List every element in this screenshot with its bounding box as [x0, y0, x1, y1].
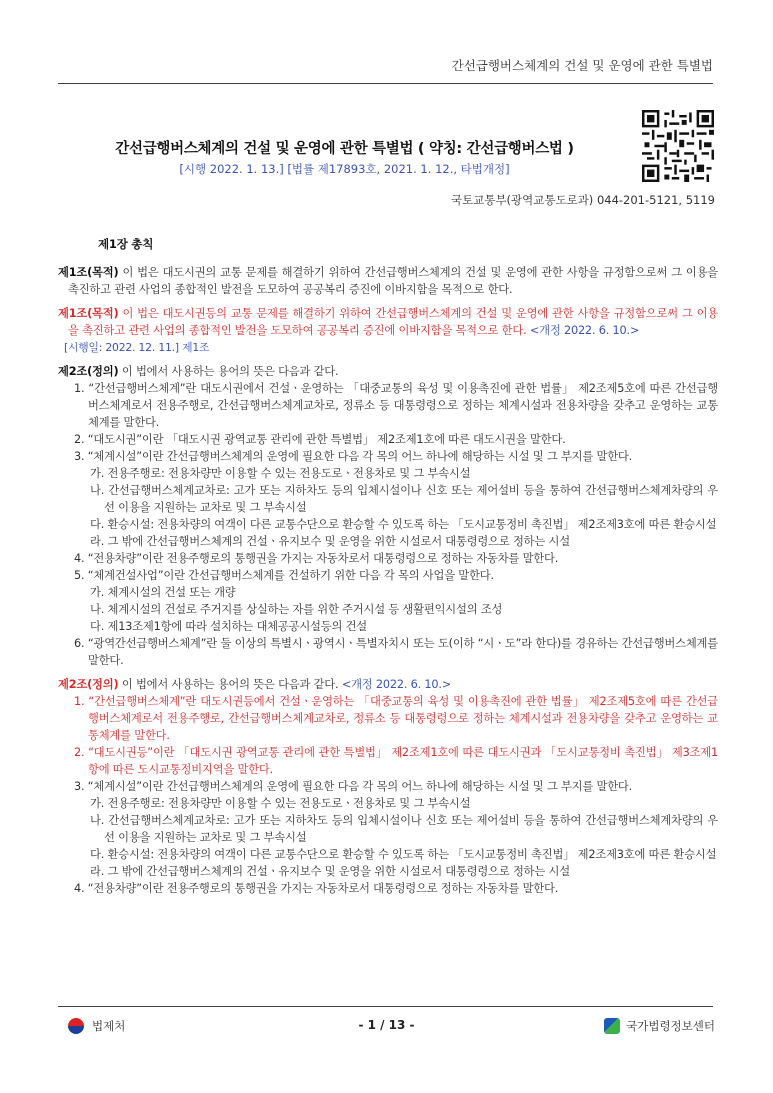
effective-date-note: [시행일: 2022. 12. 11.] 제1조 [64, 341, 210, 354]
article-2-amended-item: 3. “체계시설”이란 간선급행버스체계의 운영에 필요한 다음 각 목의 어느 하나에 해당하는 시설 및 그 부지를 말한다. [74, 780, 633, 793]
article-2-item: 1. “간선급행버스체계”란 대도시권에서 건설ㆍ운영하는 「대중교통의 육성 및 이용촉진에 관한 법률」 제2조제5호에 따른 간선급행버스체계로서 전용주행로, 간선급행버스체계교차로, 정류소 등 대통령령으로 정하는 체계시설과 전용차량을 갖추고 운영하는 교통체계를 말한다. [74, 382, 718, 429]
article-2-body [58, 363, 718, 380]
article-1-amended-body [58, 305, 718, 339]
article-2-subitem: 다. 제13조제1항에 따라 설치하는 대체공공시설등의 건설 [90, 620, 367, 633]
article-2-amended-body [58, 676, 718, 693]
article-1-amended [58, 305, 718, 356]
article-2-amended-heading: 제2조(정의) [58, 678, 119, 691]
article-2-subitem: 나. 체계시설의 건설로 주거지를 상실하는 자를 위한 주거시설 등 생활편익시설의 조성 [90, 603, 503, 616]
amendment-note: <개정 2022. 6. 10.> [338, 678, 452, 691]
law-content [58, 236, 718, 904]
article-1-text: 이 법은 대도시권의 교통 문제를 해결하기 위하여 간선급행버스체계의 건설 및 운영에 관한 사항을 규정함으로써 그 이용을 촉진하고 관련 사업의 종합적인 발전을 도모하여 공공복리 증진에 이바지함을 목적으로 한다. [68, 266, 718, 296]
article-1-heading: 제1조(목적) [58, 266, 119, 279]
article-2-amended-text: 이 법에서 사용하는 용어의 뜻은 다음과 같다. [118, 678, 339, 691]
running-header-text: 간선급행버스체계의 건설 및 운영에 관한 특별법 [451, 58, 713, 73]
article-2-amended-subitem: 나. 간선급행버스체계교차로: 고가 또는 지하차도 등의 입체시설이나 신호 또는 제어설비 등을 통하여 간선급행버스체계차량의 우선 이용을 지원하는 교차로 및 그 부속시설 [90, 814, 718, 844]
title-block [62, 137, 627, 177]
article-2-amended-subitem: 다. 환승시설: 전용차량의 여객이 다른 교통수단으로 환승할 수 있도록 하는 「도시교통정비 촉진법」 제2조제3호에 따른 환승시설 [90, 848, 717, 861]
amendment-note: <개정 2022. 6. 10.> [526, 324, 640, 337]
article-2-text: 이 법에서 사용하는 용어의 뜻은 다음과 같다. [118, 365, 339, 378]
footer-agency: 법제처 [92, 1019, 126, 1033]
footer-divider [58, 1006, 713, 1007]
running-header [58, 58, 713, 84]
law-title: 간선급행버스체계의 건설 및 운영에 관한 특별법 ( 약칭: 간선급행버스법 ) [115, 141, 574, 157]
article-2-amended-item: 1. “간선급행버스체계”란 대도시권등에서 건설ㆍ운영하는 「대중교통의 육성 및 이용촉진에 관한 법률」 제2조제5호에 따른 간선급행버스체계로서 전용주행로, 간선급행버스체계교차로, 정류소 등 대통령령으로 정하는 체계시설과 전용차량을 갖추고 운영하는 교통체계를 말한다. [74, 695, 718, 742]
article-2-subitem: 가. 전용주행로: 전용차량만 이용할 수 있는 전용도로ㆍ전용차로 및 그 부속시설 [90, 467, 471, 480]
article-2-amended-subitem: 라. 그 밖에 간선급행버스체계의 건설ㆍ유지보수 및 운영을 위한 시설로서 대통령령으로 정하는 시설 [90, 865, 570, 878]
article-2 [58, 363, 718, 669]
article-2-amended-subitem: 가. 전용주행로: 전용차량만 이용할 수 있는 전용도로ㆍ전용차로 및 그 부속시설 [90, 797, 471, 810]
article-2-amended-item: 2. “대도시권등”이란 「대도시권 광역교통 관리에 관한 특별법」 제2조제1호에 따른 대도시권과 「도시교통정비 촉진법」 제3조제1항에 따른 도시교통정비지역을 말한다. [74, 746, 718, 776]
article-2-subitem: 다. 환승시설: 전용차량의 여객이 다른 교통수단으로 환승할 수 있도록 하는 「도시교통정비 촉진법」 제2조제3호에 따른 환승시설 [90, 518, 717, 531]
article-1-amended-text: 이 법은 대도시권등의 교통 문제를 해결하기 위하여 간선급행버스체계의 건설 및 운영에 관한 사항을 규정함으로써 그 이용을 촉진하고 관련 사업의 종합적인 발전을 도모하여 공공복리 증진에 이바지함을 목적으로 한다. [68, 307, 718, 337]
article-2-item: 4. “전용차량”이란 전용주행로의 통행권을 가지는 자동차로서 대통령령으로 정하는 자동차를 말한다. [74, 552, 559, 565]
article-2-subitem: 나. 간선급행버스체계교차로: 고가 또는 지하차도 등의 입체시설이나 신호 또는 제어설비 등을 통하여 간선급행버스체계차량의 우선 이용을 지원하는 교차로 및 그 부속시설 [90, 484, 718, 514]
footer-site-name: 국가법령정보센터 [626, 1019, 715, 1033]
article-2-heading: 제2조(정의) [58, 365, 119, 378]
article-2-item: 3. “체계시설”이란 간선급행버스체계의 운영에 필요한 다음 각 목의 어느 하나에 해당하는 시설 및 그 부지를 말한다. [74, 450, 633, 463]
article-2-item: 6. “광역간선급행버스체계”란 둘 이상의 특별시ㆍ광역시ㆍ특별자치시 또는 도(이하 “시ㆍ도”라 한다)를 경유하는 간선급행버스체계를 말한다. [74, 637, 718, 667]
page-number: - 1 / 13 - [358, 1018, 415, 1032]
article-1 [58, 264, 718, 298]
article-2-subitem: 가. 체계시설의 건설 또는 개량 [90, 586, 236, 599]
article-2-item: 5. “체계건설사업”이란 간선급행버스체계를 건설하기 위한 다음 각 목의 사업을 말한다. [74, 569, 494, 582]
article-1-body [58, 264, 718, 298]
law-center-logo-icon [604, 1018, 620, 1034]
article-2-item: 2. “대도시권”이란 「대도시권 광역교통 관리에 관한 특별법」 제2조제1호에 따른 대도시권을 말한다. [74, 433, 566, 446]
article-2-amended [58, 676, 718, 897]
article-1-amended-heading: 제1조(목적) [58, 307, 119, 320]
footer-right[interactable] [604, 1018, 715, 1034]
law-meta: [시행 2022. 1. 13.] [법률 제17893호, 2021. 1. 12., 타법개정] [179, 162, 510, 176]
article-2-subitem: 라. 그 밖에 간선급행버스체계의 건설ㆍ유지보수 및 운영을 위한 시설로서 대통령령으로 정하는 시설 [90, 535, 570, 548]
qr-code-icon[interactable] [642, 110, 714, 182]
article-2-amended-item: 4. “전용차량”이란 전용주행로의 통행권을 가지는 자동차로서 대통령령으로 정하는 자동차를 말한다. [74, 882, 559, 895]
chapter-heading: 제1장 총칙 [98, 237, 154, 251]
ministry-contact: 국토교통부(광역교통도로과) 044-201-5121, 5119 [451, 193, 715, 207]
